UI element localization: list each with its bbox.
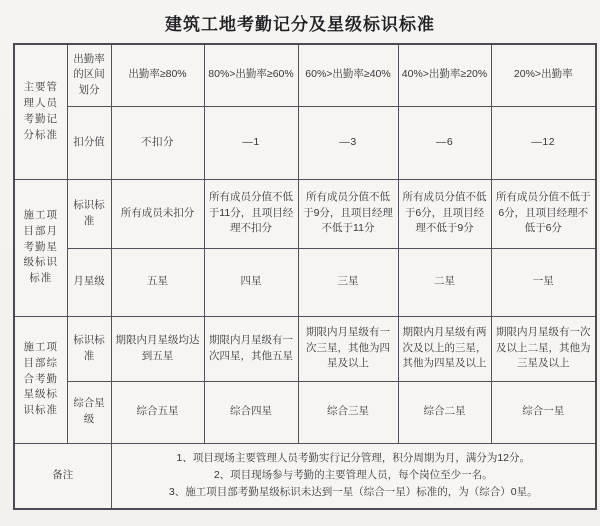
table-row [14,381,596,443]
data-cell: —1 [204,106,298,179]
data-cell: 所有成员分值不低于6分，且项目经理不低于9分 [398,179,491,248]
remark-line-2: 2、项目现场参与考勤的主要管理人员，每个岗位至少一名。 [213,469,493,482]
data-cell: 综合一星 [491,381,596,443]
data-cell: 出勤率≥80% [111,44,204,106]
table-row [14,106,596,179]
data-cell: 期限内月星级均达到五星 [111,316,204,381]
data-cell: 期限内月星级有一次三星，其他为四星及以上 [298,316,398,381]
data-cell: 40%>出勤率≥20% [398,44,491,106]
data-cell: 所有成员分值不低于6分，且项目经理不低于6分 [491,179,596,248]
remark-line-1: 1、项目现场主要管理人员考勤实行记分管理，积分周期为月，满分为12分。 [176,452,531,465]
group-label-scoring: 主要管理人员考勤记分标准 [14,44,67,179]
data-cell: 综合五星 [111,381,204,443]
row-header-comprehensive-star: 综合星级 [67,381,111,443]
data-cell: —3 [298,106,398,179]
page-title: 建筑工地考勤记分及星级标识标准 [165,15,435,34]
table-row [14,179,596,248]
group-label-monthly-star: 施工项目部月考勤星级标识标准 [14,179,67,316]
row-header-monthly-star: 月星级 [67,248,111,316]
data-cell: 四星 [204,248,298,316]
group-label-comprehensive-star: 施工项目部综合考勤星级标识标准 [14,316,67,443]
remarks-content [111,443,596,509]
row-header-rating-standard: 标识标准 [67,179,111,248]
data-cell: 80%>出勤率≥60% [204,44,298,106]
table-row [14,44,596,106]
data-cell: 期限内月星级有一次及以上二星，其他为三星及以上 [491,316,596,381]
attendance-standards-table [13,43,597,510]
data-cell: —12 [491,106,596,179]
data-cell: 所有成员未扣分 [111,179,204,248]
data-cell: 三星 [298,248,398,316]
table-row [14,443,596,509]
row-header-attendance-range: 出勤率的区间划分 [67,44,111,106]
data-cell: 五星 [111,248,204,316]
remark-line-3: 3、施工项目部考勤星级标识未达到一星（综合一星）标准的，为（综合）0星。 [168,486,538,499]
data-cell: 综合四星 [204,381,298,443]
data-cell: 所有成员分值不低于9分，且项目经理不低于11分 [298,179,398,248]
data-cell: 60%>出勤率≥40% [298,44,398,106]
data-cell: 综合二星 [398,381,491,443]
table-row [14,248,596,316]
data-cell: 期限内月星级有一次四星，其他五星 [204,316,298,381]
table-row [14,316,596,381]
data-cell: 所有成员分值不低于11分，且项目经理不扣分 [204,179,298,248]
row-header-rating-standard: 标识标准 [67,316,111,381]
data-cell: 二星 [398,248,491,316]
data-cell: 一星 [491,248,596,316]
data-cell: 综合三星 [298,381,398,443]
data-cell: 不扣分 [111,106,204,179]
data-cell: 期限内月星级有两次及以上的三星，其他为四星及以上 [398,316,491,381]
remarks-label: 备注 [14,443,111,509]
row-header-deduction: 扣分值 [67,106,111,179]
data-cell: 20%>出勤率 [491,44,596,106]
data-cell: —6 [398,106,491,179]
